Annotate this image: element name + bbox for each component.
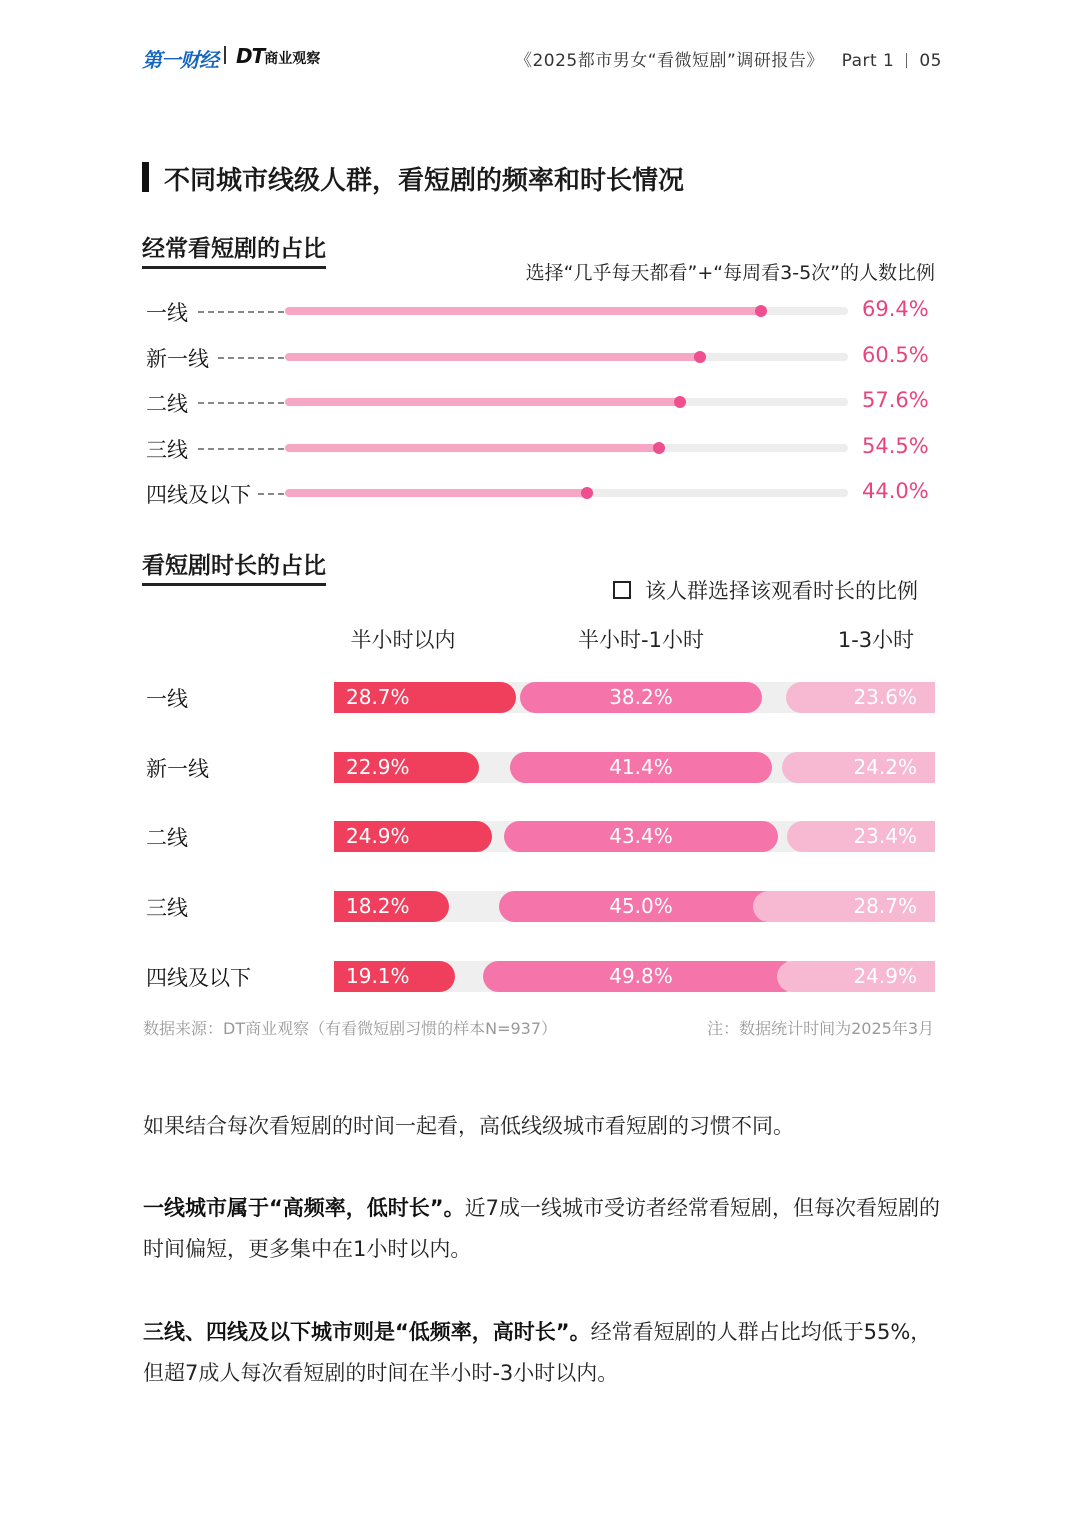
paragraph-3-text: 经常看短剧的人群占比均低于55%，但超7成人每次看短剧的时间在半小时-3小时以内。 [143, 1320, 932, 1385]
category-label: 四线及以下 [146, 965, 251, 990]
segment-under-half-hour: 22.9% [334, 752, 479, 783]
category-label: 三线 [146, 434, 194, 464]
segment-half-to-one-hour: 41.4% [510, 752, 772, 783]
category-label: 一线 [146, 297, 194, 327]
value-label: 57.6% [862, 388, 929, 412]
segment-under-half-hour: 28.7% [334, 682, 516, 713]
section1-note: 选择“几乎每天都看”+“每周看3-5次”的人数比例 [525, 262, 935, 284]
column-header: 1-3小时 [837, 628, 915, 652]
category-label: 二线 [146, 826, 188, 851]
part-label: Part 1 [841, 51, 895, 71]
bar-fill [285, 444, 659, 452]
bar-fill [285, 307, 761, 315]
dash-leader [198, 311, 284, 313]
bar-track [285, 307, 848, 315]
dash-leader [198, 448, 284, 450]
section1-title: 经常看短剧的占比 [142, 230, 326, 269]
paragraph-3-bold: 三线、四线及以下城市则是“低频率，高时长”。 [143, 1320, 591, 1344]
bar-track [285, 489, 848, 497]
logo-dt [236, 44, 320, 68]
page-title: 不同城市线级人群，看短剧的频率和时长情况 [142, 160, 684, 197]
column-header: 半小时以内 [350, 628, 456, 652]
data-source: 数据来源：DT商业观察（有看微短剧习惯的样本N=937） [143, 1019, 558, 1038]
logo-divider [224, 46, 226, 64]
segment-one-to-three-hours: 28.7% [753, 891, 935, 922]
bar-fill [285, 489, 587, 497]
category-label: 一线 [146, 687, 188, 711]
bar-end-dot [755, 305, 767, 317]
bar-fill [285, 353, 700, 361]
legend-label: 该人群选择该观看时长的比例 [645, 579, 918, 603]
bar-track [285, 444, 848, 452]
category-label: 三线 [146, 896, 188, 921]
logo-diyicaijing: 第一财经 [142, 48, 218, 72]
logo-dt-main: DT [236, 44, 265, 68]
segment-one-to-three-hours: 24.9% [777, 961, 935, 992]
column-header: 半小时-1小时 [578, 628, 704, 652]
legend-square-icon [613, 581, 631, 599]
segment-under-half-hour: 19.1% [334, 961, 455, 992]
category-label: 新一线 [146, 756, 209, 781]
logo-dt-sub: 商业观察 [264, 51, 321, 67]
segment-under-half-hour: 24.9% [334, 821, 492, 852]
bar-track [334, 961, 935, 992]
segment-half-to-one-hour: 43.4% [504, 821, 779, 852]
value-label: 69.4% [862, 297, 929, 321]
value-label: 60.5% [862, 342, 929, 367]
bar-track [334, 752, 935, 783]
bar-end-dot [694, 351, 706, 363]
category-label: 新一线 [146, 343, 215, 373]
bar-track [285, 353, 848, 361]
category-label: 二线 [146, 388, 194, 418]
report-title: 《2025都市男女“看微短剧”调研报告》 [514, 51, 824, 71]
category-label: 四线及以下 [146, 479, 257, 509]
header-divider [906, 53, 907, 68]
value-label: 54.5% [862, 433, 929, 458]
paragraph-2 [143, 1188, 943, 1270]
segment-under-half-hour: 18.2% [334, 891, 449, 922]
value-label: 44.0% [862, 479, 929, 503]
bar-track [334, 682, 935, 713]
segment-one-to-three-hours: 24.2% [782, 752, 935, 783]
paragraph-3 [143, 1312, 943, 1394]
segment-half-to-one-hour: 38.2% [520, 682, 762, 713]
bar-track [334, 891, 935, 922]
bar-end-dot [653, 442, 665, 454]
segment-half-to-one-hour: 49.8% [483, 961, 798, 992]
section2-title: 看短剧时长的占比 [142, 547, 326, 586]
segment-one-to-three-hours: 23.6% [786, 682, 935, 713]
page-number: 05 [919, 51, 942, 71]
data-note: 注：数据统计时间为2025年3月 [707, 1019, 934, 1038]
report-header [515, 46, 942, 71]
segment-one-to-three-hours: 23.4% [787, 821, 935, 852]
bar-fill [285, 398, 680, 406]
bar-end-dot [674, 396, 686, 408]
paragraph-2-text: 近7成一线城市受访者经常看短剧，但每次看短剧的时间偏短，更多集中在1小时以内。 [143, 1196, 940, 1261]
dash-leader [198, 402, 284, 404]
bar-track [285, 398, 848, 406]
section2-legend [613, 575, 918, 605]
segment-half-to-one-hour: 45.0% [499, 891, 784, 922]
paragraph-2-bold: 一线城市属于“高频率，低时长”。 [143, 1196, 465, 1220]
bar-end-dot [581, 487, 593, 499]
paragraph-1: 如果结合每次看短剧的时间一起看，高低线级城市看短剧的习惯不同。 [143, 1114, 794, 1138]
bar-track [334, 821, 935, 852]
